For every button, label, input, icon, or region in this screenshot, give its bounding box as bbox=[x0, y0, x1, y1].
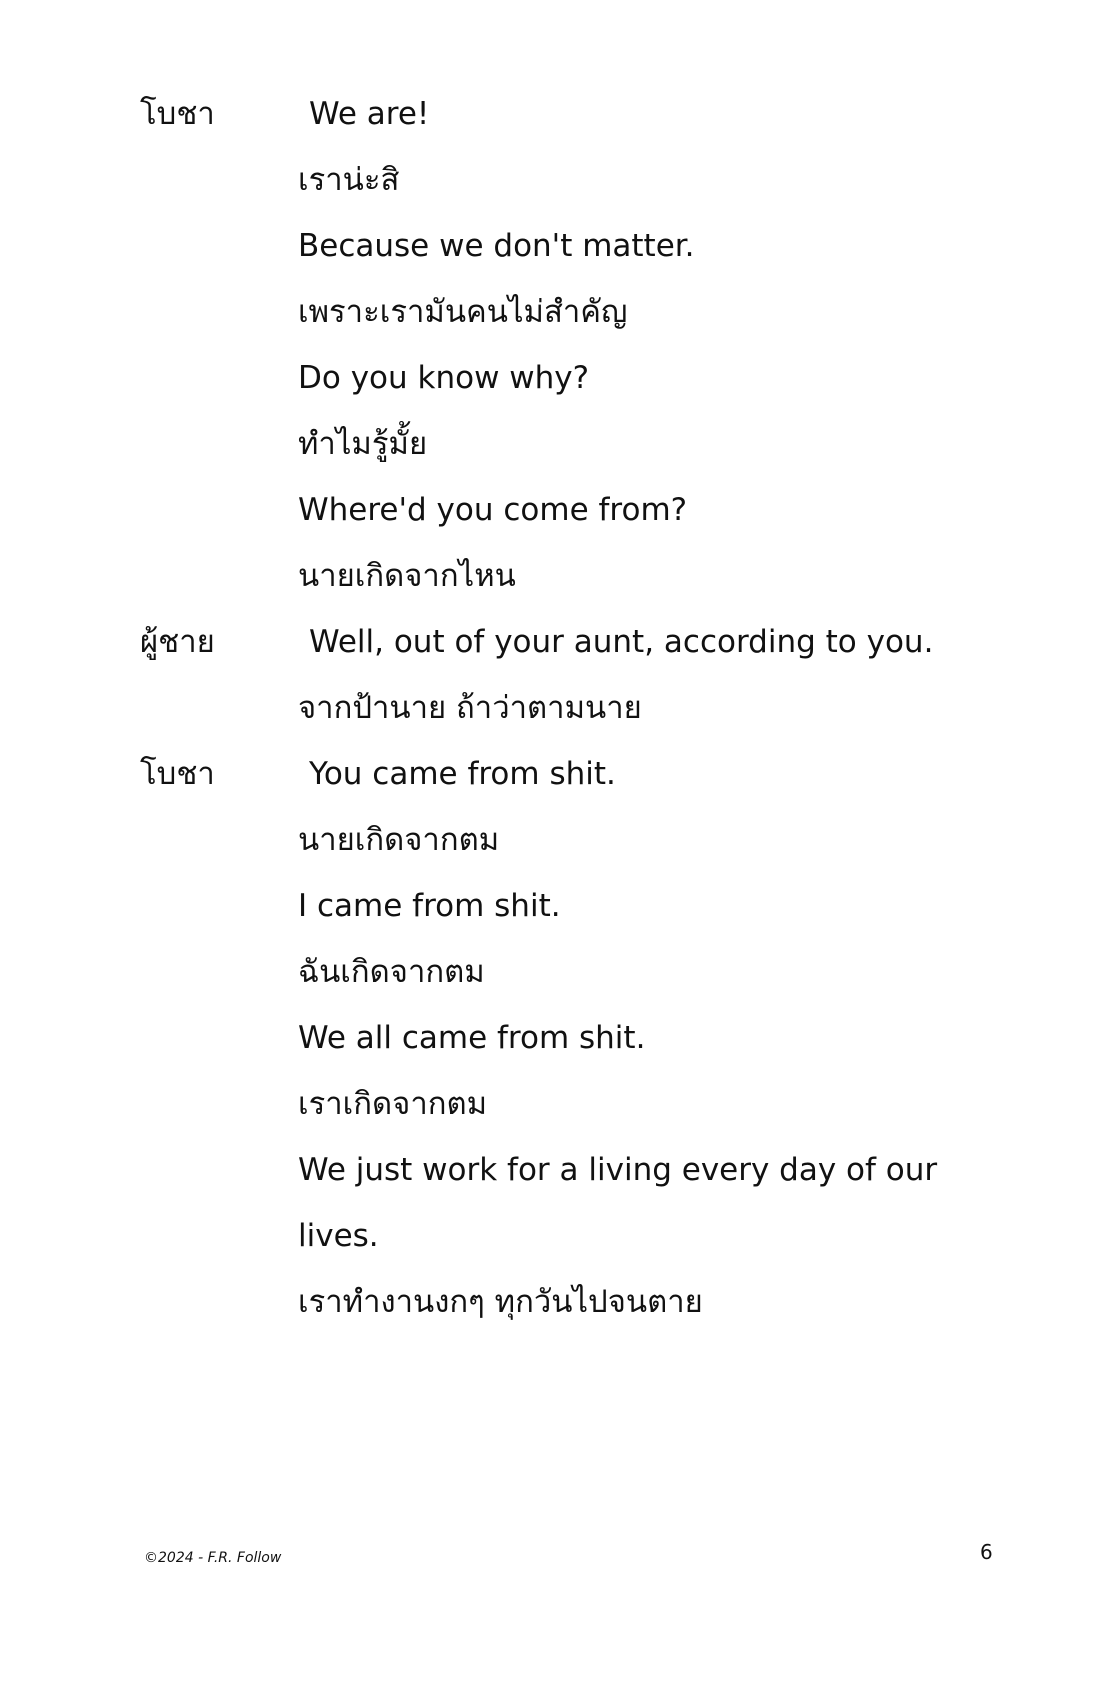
dialogue-text: I came from shit. bbox=[298, 888, 561, 924]
dialogue-line bbox=[0, 220, 1100, 286]
dialogue-text: จากป้านาย ถ้าว่าตามนาย bbox=[298, 690, 642, 726]
dialogue-line bbox=[0, 154, 1100, 220]
dialogue-line bbox=[0, 352, 1100, 418]
dialogue-line bbox=[0, 88, 1100, 154]
dialogue-text: We just work for a living every day of our bbox=[298, 1152, 938, 1188]
dialogue-line bbox=[0, 484, 1100, 550]
dialogue-text: Where'd you come from? bbox=[298, 492, 688, 528]
copyright-footer: ©2024 - F.R. Follow bbox=[144, 1550, 282, 1566]
dialogue-text: lives. bbox=[298, 1218, 379, 1254]
dialogue-text: Well, out of your aunt, according to you. bbox=[309, 624, 934, 660]
dialogue-text: Because we don't matter. bbox=[298, 228, 695, 264]
speaker-name: โบชา bbox=[140, 96, 215, 132]
dialogue-text: You came from shit. bbox=[309, 756, 616, 792]
dialogue-line bbox=[0, 946, 1100, 1012]
dialogue-line bbox=[0, 1210, 1100, 1276]
dialogue-text: Do you know why? bbox=[298, 360, 590, 396]
dialogue-text: ฉันเกิดจากตม bbox=[298, 954, 485, 990]
dialogue-text: เราน่ะสิ bbox=[298, 162, 400, 198]
dialogue-line bbox=[0, 880, 1100, 946]
dialogue-line bbox=[0, 1144, 1100, 1210]
dialogue-line bbox=[0, 748, 1100, 814]
dialogue-line bbox=[0, 1078, 1100, 1144]
speaker-name: โบชา bbox=[140, 756, 215, 792]
dialogue-text: นายเกิดจากไหน bbox=[298, 558, 516, 594]
dialogue-line bbox=[0, 616, 1100, 682]
speaker-name: ผู้ชาย bbox=[140, 624, 215, 660]
page-number: 6 bbox=[980, 1540, 993, 1564]
dialogue-text: เราทำงานงกๆ ทุกวันไปจนตาย bbox=[298, 1284, 703, 1320]
dialogue-line bbox=[0, 1276, 1100, 1342]
dialogue-text: We all came from shit. bbox=[298, 1020, 646, 1056]
dialogue-line bbox=[0, 418, 1100, 484]
dialogue-line bbox=[0, 1012, 1100, 1078]
dialogue-text: เราเกิดจากตม bbox=[298, 1086, 488, 1122]
script-body bbox=[0, 88, 1100, 1342]
dialogue-text: เพราะเรามันคนไม่สำคัญ bbox=[298, 294, 628, 330]
dialogue-text: We are! bbox=[309, 96, 430, 132]
dialogue-text: นายเกิดจากตม bbox=[298, 822, 500, 858]
dialogue-line bbox=[0, 682, 1100, 748]
dialogue-line bbox=[0, 550, 1100, 616]
dialogue-text: ทำไมรู้มั้ย bbox=[298, 426, 428, 462]
dialogue-line bbox=[0, 286, 1100, 352]
dialogue-line bbox=[0, 814, 1100, 880]
